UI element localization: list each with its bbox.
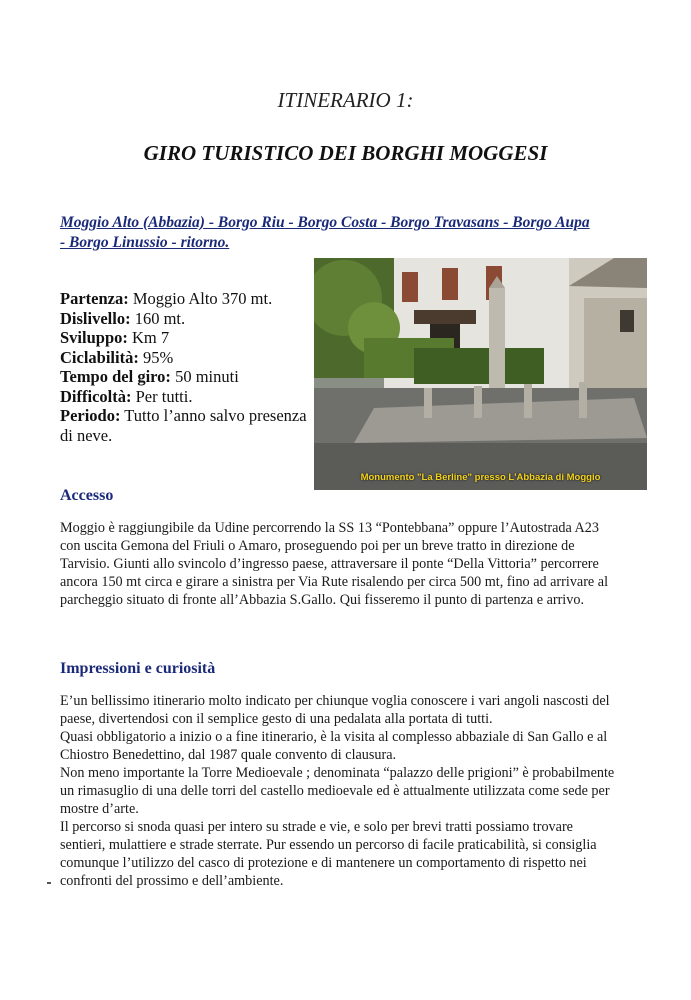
photo-caption: Monumento "La Berline" presso L'Abbazia di Moggio: [360, 472, 601, 483]
text-line: parcheggio situato di fronte all’Abbazia S.Gallo. Qui fisseremo il punto di partenza e arrivo.: [60, 592, 584, 608]
spec-duration: [60, 367, 320, 387]
spec-label: Periodo:: [60, 406, 121, 425]
spec-cyclability: [60, 348, 320, 368]
route-line-2: - Borgo Linussio - ritorno.: [60, 234, 230, 251]
impressions-heading: Impressioni e curiosità: [60, 660, 216, 677]
text-line: sentieri, mulattiere e strade sterrate. Pur essendo un percorso di facile praticabilità, si consiglia: [60, 837, 597, 853]
spec-value: Km 7: [127, 328, 170, 347]
spec-elevation: [60, 309, 320, 329]
text-line: comunque l’utilizzo del casco di protezione e di mantenere un comportamento di rispetto nei: [60, 855, 587, 871]
scan-mark: [47, 882, 51, 884]
spec-label: Difficoltà:: [60, 386, 132, 406]
text-line: un rimasuglio di una delle torri del castello medioevale ed è attualmente utilizzata come sede per: [60, 783, 610, 799]
spec-label: Dislivello:: [60, 308, 131, 328]
spec-period: [60, 406, 320, 445]
text-line: Il percorso si snoda quasi per intero su strade e vie, e solo per brevi tratti possiamo trovare: [60, 819, 573, 835]
spec-value: 160 mt.: [130, 308, 186, 328]
spec-value: Moggio Alto 370 mt.: [128, 289, 273, 308]
spec-label: Ciclabilità:: [60, 347, 139, 367]
spec-start: [60, 289, 320, 309]
text-line: Chiostro Benedettino, dal 1987 quale convento di clausura.: [60, 747, 397, 763]
access-paragraph: [60, 519, 640, 609]
spec-label: Sviluppo:: [60, 328, 128, 347]
text-line: paese, divertendosi con il semplice gesto di una pedalata alla portata di tutti.: [60, 711, 493, 727]
text-line: ancora 150 mt circa e girare a sinistra per Via Rute risalendo per circa 500 mt, fino ad arrivare al: [60, 574, 609, 590]
spec-label: Partenza:: [60, 289, 129, 308]
text-line: Tarvisio. Giunti allo svincolo d’ingresso paese, attraversare il ponte “Della Vittoria” percorrere: [60, 556, 599, 572]
spec-difficulty: [60, 387, 320, 407]
monument-photo: [314, 258, 647, 490]
spec-value: Per tutti.: [131, 386, 193, 406]
route-description: [60, 213, 650, 253]
text-line: E’un bellissimo itinerario molto indicato per chiunque voglia conoscere i vari angoli nascosti del: [60, 693, 610, 709]
text-line: Quasi obbligatorio a inizio o a fine itinerario, è la visita al complesso abbaziale di San Gallo e al: [60, 729, 608, 745]
spec-length: [60, 328, 320, 348]
route-specs: [60, 289, 320, 445]
text-line: Non meno importante la Torre Medioevale ; denominata “palazzo delle prigioni” è probabilmente: [60, 765, 615, 781]
text-line: mostre d’arte.: [60, 801, 139, 817]
route-line-1: Moggio Alto (Abbazia) - Borgo Riu - Borgo Costa - Borgo Travasans - Borgo Aupa: [60, 214, 590, 231]
text-line: con uscita Gemona del Friuli o Amaro, proseguendo poi per un breve tratto in direzione de: [60, 538, 575, 554]
itinerary-main-title: GIRO TURISTICO DEI BORGHI MOGGESI: [143, 141, 548, 165]
spec-value: Tutto l’anno salvo presenza di neve.: [60, 406, 307, 445]
text-line: confronti del prossimo e dell’ambiente.: [60, 873, 284, 889]
itinerary-number-title: ITINERARIO 1:: [277, 88, 414, 112]
text-line: Moggio è raggiungibile da Udine percorrendo la SS 13 “Pontebbana” oppure l’Autostrada A23: [60, 520, 599, 536]
monument-photo-illustration: [314, 258, 647, 490]
spec-label: Tempo del giro:: [60, 367, 171, 386]
impressions-paragraph: [60, 692, 640, 890]
spec-value: 50 minuti: [170, 367, 239, 386]
spec-value: 95%: [138, 347, 174, 367]
access-heading: Accesso: [60, 487, 114, 504]
